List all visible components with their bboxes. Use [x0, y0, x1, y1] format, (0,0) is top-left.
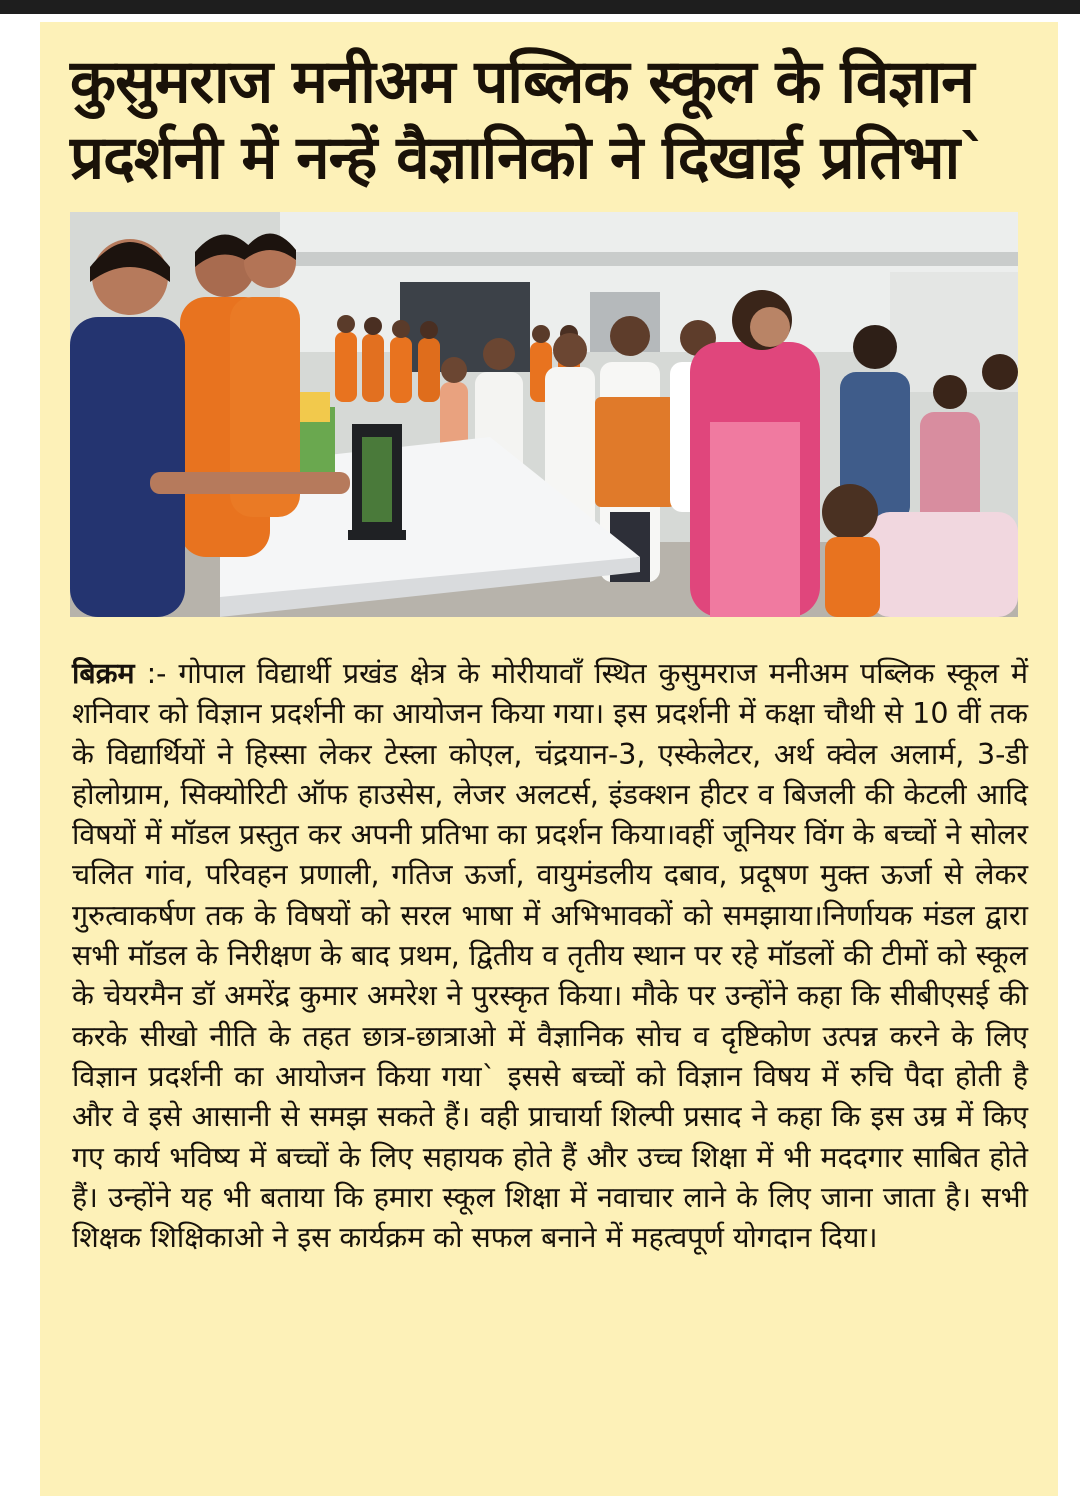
screen-top-bar — [0, 0, 1080, 14]
certificate-folder — [595, 397, 675, 507]
article-body — [72, 654, 1028, 1258]
article-body-text: :- गोपाल विद्यार्थी प्रखंड क्षेत्र के मोरीयावाँ स्थित कुसुमराज मनीअम पब्लिक स्कूल में शनिवार को विज्ञान प्रदर्शनी का आयोजन किया गया। इस प्रदर्शनी में कक्षा चौथी से 10 वीं तक के विद्यार्थियों ने हिस्सा लेकर टेस्ला कोएल, चंद्रयान-3, एस्केलेटर, अर्थ क्वेल अलार्म, 3-डी होलोग्राम, सिक्योरिटी ऑफ हाउसेस, लेजर अलटर्स, इंडक्शन हीटर व बिजली की केटली आदि विषयों में मॉडल प्रस्तुत कर अपनी प्रतिभा का प्रदर्शन किया।वहीं जूनियर विंग के बच्चों ने सोलर चलित गांव, परिवहन प्रणाली, गतिज ऊर्जा, वायुमंडलीय दबाव, प्रदूषण मुक्त ऊर्जा से लेकर गुरुत्वाकर्षण तक के विषयों को सरल भाषा में अभिभावकों को समझाया।निर्णायक मंडल द्वारा सभी मॉडल के निरीक्षण के बाद प्रथम, द्वितीय व तृतीय स्थान पर रहे मॉडलों की टीमों को स्कूल के चेयरमैन डॉ अमरेंद्र कुमार अमरेश ने पुरस्कृत किया। मौके पर उन्होंने कहा कि सीबीएसई की करके सीखो नीति के तहत छात्र-छात्राओ में वैज्ञानिक सोच व दृष्टिकोण उत्पन्न करने के लिए विज्ञान प्रदर्शनी का आयोजन किया गया` इससे बच्चों को विज्ञान विषय में रुचि पैदा होती है और वे इसे आसानी से समझ सकते हैं। वही प्राचार्या शिल्पी प्रसाद ने कहा कि इस उम्र में किए गए कार्य भविष्य में बच्चों के लिए सहायक होते हैं और उच्च शिक्षा में भी मददगार साबित होते हैं। उन्होंने यह भी बताया कि हमारा स्कूल शिक्षा में नवाचार लाने के लिए जाना जाता है। सभी शिक्षक शिक्षिकाओ ने इस कार्यक्रम को सफल बनाने में महत्वपूर्ण योगदान दिया। — [72, 657, 1028, 1255]
dateline: बिक्रम — [72, 657, 135, 690]
headline — [70, 44, 1030, 196]
photo-illustration — [70, 212, 1018, 617]
newspaper-clipping — [40, 22, 1058, 1496]
news-photo — [70, 212, 1018, 617]
headline-line-2: प्रदर्शनी में नन्हें वैज्ञानिको ने दिखाई प्रतिभा` — [70, 123, 989, 193]
headline-line-1: कुसुमराज मनीअम पब्लिक स्कूल के विज्ञान — [70, 47, 974, 117]
